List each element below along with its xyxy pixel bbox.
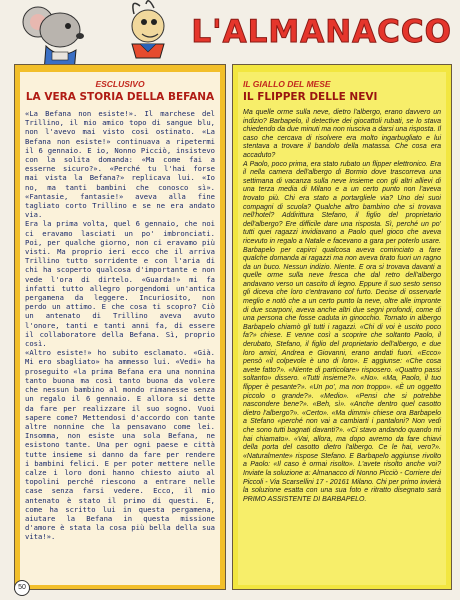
left-article-frame xyxy=(14,64,226,590)
left-article-kicker: ESCLUSIVO xyxy=(95,79,145,89)
right-article-frame xyxy=(232,64,452,590)
left-article xyxy=(20,72,220,585)
bird-character-illustration xyxy=(120,0,190,60)
left-article-body: «La Befana non esiste!». Il marchese del Trillino, il mio amico topo di sangue blu, non l'avevo mai visto così ostinato. «La Befana non esiste!» continuava a ripetermi il 6 gennaio. E io, Nonno Picciò, insistevo con la solita domanda: «Ma come fai a esserne sicuro?». «Perché tu l'hai forse mai vista la Befana?» replicava lui. «Io no, ma tanti bambini che conosco sì». «Fantasie, fantasie!» aveva alla fine tagliato corto Trillino e se ne era andato via. Era la prima volta, quel 6 gennaio, che noi ci eravamo lasciati un po' imbronciati. Poi, per qualche giorno, non ci eravamo più visti. Ma proprio ieri ecco che il arriva Trillino tutto sorridente e con l'aria di chi ha scoperto qualcosa d'importante e non vede l'ora di dirtelo. «Guarda!» mi fa infatti tutto allegro porgendomi un'antica pergamena da leggere. Incuriosito, non perdo un attimo. E che cosa ti scopro? Ciò un antenato di Trillino aveva avuto l'onore, tanti e tanti anni fa, di essere il collaboratore della Befana. Sì, proprio così. «Altro esiste!» ho subito esclamato. «Già. Mi ero sbagliato» ha ammesso lui. «Vedi» ha proseguito «la prima Befana era una nonnina tanto buona ma così tanto buona da volere che nessun bambino al mondo rimanesse senza un regalo il 6 gennaio. E allora si dette da fare per realizzare il suo sogno. Vuoi sapere come? Mettendosi d'accordo con tante altre nonnine che la pensavano come lei. Insomma, non esiste una sola Befana, ne esistono tante. Una per ogni paese e città tutte insieme si danno da fare per rendere i bambini felici. E per poter mettere nelle calze i loro doni hanno chiesto aiuto al topolini perché riescono a entrare nelle case senza farsi vedere. Ecco, il mio antenato è stato il primo di questi. E, come ha scritto lui in questa pergamena, aiutare la Befana in questa missione d'amore è stata la cosa più bella della sua vita!». xyxy=(25,109,215,542)
right-article-headline: IL FLIPPER DELLE NEVI xyxy=(243,91,378,103)
page-number: 50 xyxy=(14,580,30,596)
right-article xyxy=(238,72,446,585)
right-article-kicker: IL GIALLO DEL MESE xyxy=(243,79,331,89)
almanacco-title: L'ALMANACCO xyxy=(191,14,452,50)
right-article-body: Ma quelle orme sulla neve, dietro l'albergo, erano davvero un indizio? Barbapelo, il detective dei giocattoli rubati, se lo stava chiedendo da due minuti ma non riusciva a darsi una risposta. Il caso che cercava di risolvere era molto ingarbugliato e lui stentava a trovare il bandolo della matassa. Che cosa era accaduto? A Paolo, poco prima, era stato rubato un flipper elettronico. Era il nella camera dell'albergo di Bormio dove trascorreva una settimana di vacanza sulla neve insieme con gli altri allievi di una terza media di Milano e a un certo punto non l'aveva trovato più. Chi era stato a portargliele via? Uno dei suoi compagni di scuola? Qualche altro bambino che si trovava nell'hotel? Addirittura Stefano, il figlio del proprietario dell'albergo? Ere difficile dare una risposta. Sì, perché un po' tutti quei ragazzi invidiavano a Paolo quel gioco che aveva ricevuto in regalo a Natale e facevano a gara per poterlo usare. Barbapelo per capirci qualcosa aveva cominciato a fare qualche domanda ai ragazzi ma non aveva tirato fuori un ragno da un buco. Nessun indizio. Niente. E ora si trovava davanti a quelle orme sulla neve fresca che dal retro dell'albergo andavano verso un cascito di legno. Eppure il suo sesto senso gli diceva che loro c'entravano col furto. Decise di osservarle meglio e notò che a un certo punto la neve, oltre alle impronte di due scarponi, aveva anche altri due segni profondi, come di una persona che fosse caduta in ginocchio. Tornato in albergo Barbapelo chiamò gli tutti i ragazzi. «Chi di voi è uscito poco fa?» chiese. E venne così a scoprire che soltanto Paolo, il derubato, Stefano, il figlio del proprietario dell'albergo, e due loro amici, Andrea e Giovanni, erano andati fuori. «Ecco» pensò «il colpevole è uno di loro». E aggiunse: «Che cosa avete fatto?». «Niente di particolare» risposero. «Quattro passi soltanto» dissero. «Tutti insieme?». «No». «Ma, Paolo, il tuo flipper è pesante?». «Un po', ma non troppo». «È un oggetto piccolo o grande?». «Medio». «Pensi che si potrebbe nascondere bene?». «Beh, sì». «Anche dentro quel casotto dietro l'albergo?». «Certo». «Ma dimmi» chiese ora Barbapelo a Stefano «perché non vai a cambiarti i pantaloni? Non vedi che sono tutti bagnati davanti?». «Ci stavo andando quando mi hai chiamato». «Vai, allora, ma dopo avremo da fare chiavi della porta del casotto dietro l'albergo. Ce le hai, vero?». «Naturalmente» rispose Stefano. E Barbapelo aggiunse rivolto a Paolo: «Il caso è ormai risolto». L'avete risolto anche voi? Inviate la soluzione a: Almanacco di Nonno Picciò - Corriere dei Piccoli - Via Scarsellini 17 - 20161 Milano. Chi per primo invierà la soluzione esatta con una sua foto e ritratto disegnato sarà PRIMO ASSISTENTE DI BARBAPELO. xyxy=(243,109,441,503)
left-article-headline: LA VERA STORIA DELLA BEFANA xyxy=(25,91,215,103)
